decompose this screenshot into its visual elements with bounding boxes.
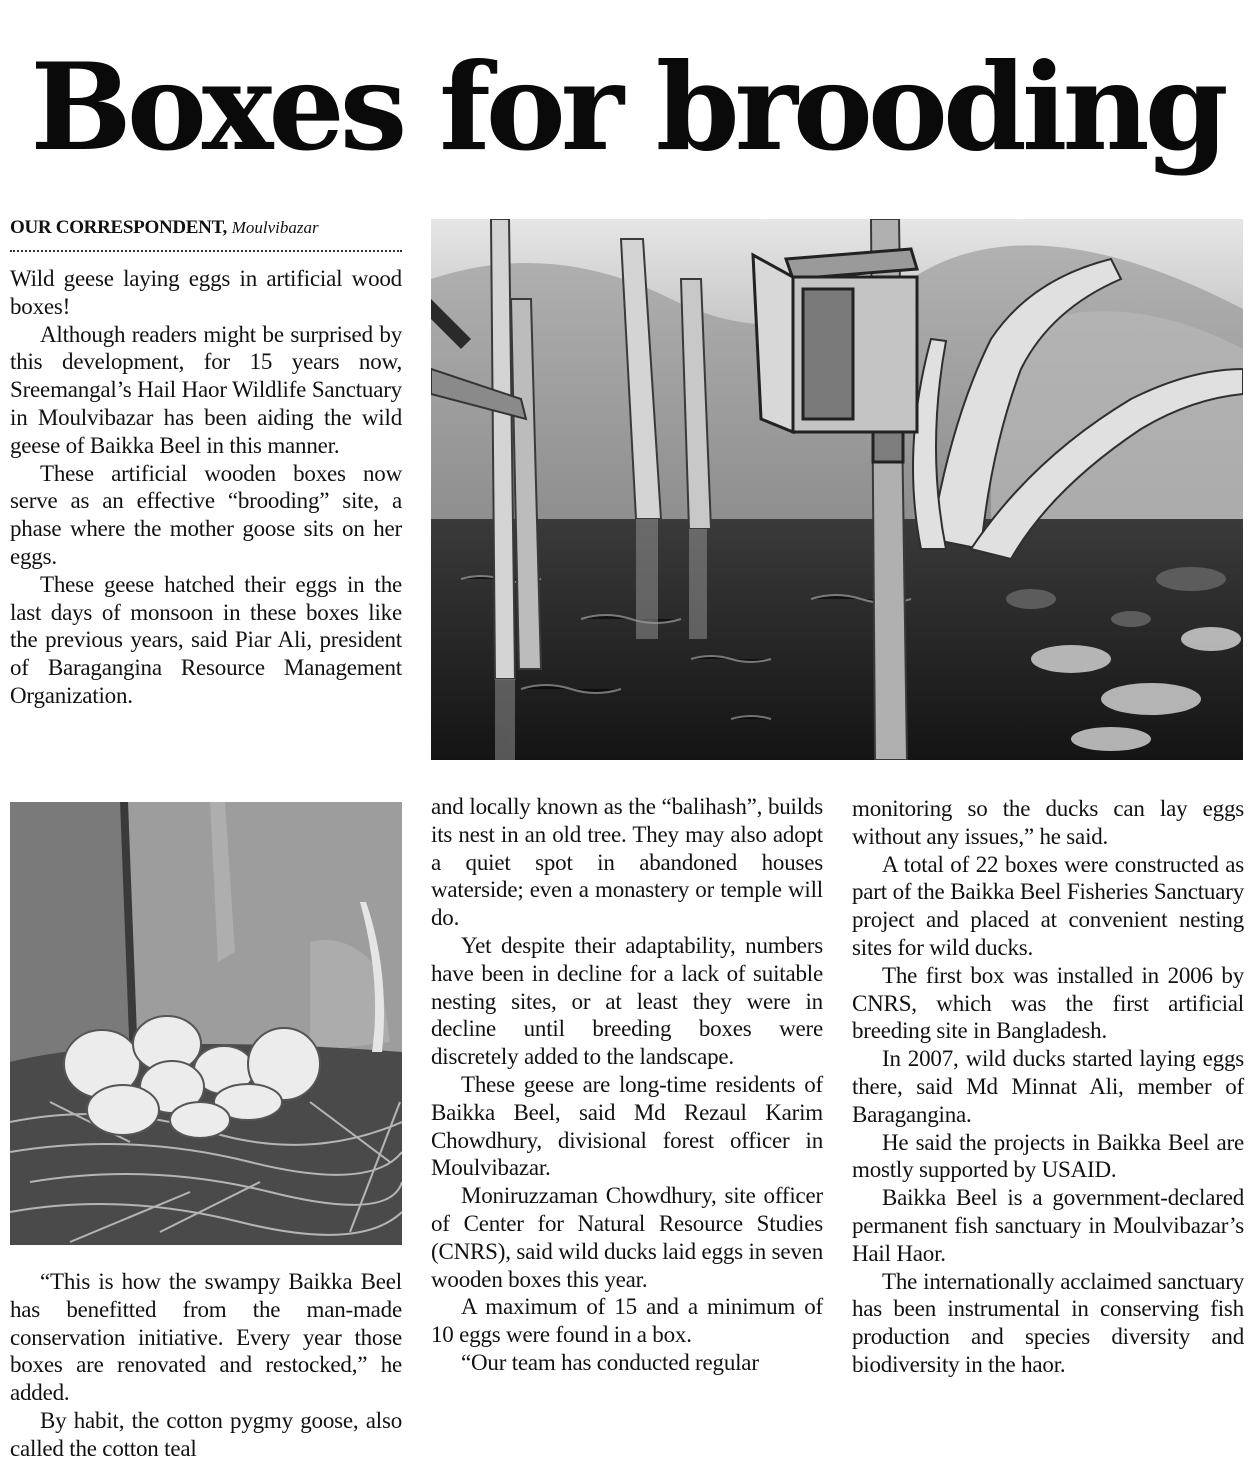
byline	[10, 216, 402, 240]
paragraph: By habit, the cotton pygmy goose, also called the cotton teal	[10, 1407, 402, 1461]
paragraph: “This is how the swampy Baikka Beel has benefitted from the man-made conservation initiative. Every year those boxes are renovated and restocked,” he added.	[10, 1269, 402, 1406]
photo-nesting-box	[431, 219, 1243, 760]
paragraph: These geese are long-time residents of Baikka Beel, said Md Rezaul Karim Chowdhury, divisional forest officer in Moulvibazar.	[431, 1071, 823, 1181]
headline: Boxes for brooding	[30, 37, 1224, 178]
paragraph: Baikka Beel is a government-declared permanent fish sanctuary in Moulvibazar’s Hail Haor.	[852, 1185, 1244, 1266]
paragraph: These artificial wooden boxes now serve as an effective “brooding” site, a phase where the mother goose sits on her eggs.	[10, 460, 402, 569]
photo-eggs-in-nest	[10, 802, 402, 1245]
paragraph: A maximum of 15 and a minimum of 10 eggs were found in a box.	[431, 1294, 823, 1348]
paragraph: He said the projects in Baikka Beel are mostly supported by USAID.	[852, 1129, 1244, 1183]
column-3	[852, 795, 1244, 1379]
column-1-bottom	[10, 1268, 402, 1463]
paragraph: and locally known as the “balihash”, builds its nest in an old tree. They may also adopt a quiet spot in abandoned houses waterside; even a monastery or temple will do.	[431, 794, 823, 931]
column-1-top	[10, 265, 402, 710]
paragraph: The first box was installed in 2006 by CNRS, which was the first artificial breeding site in Bangladesh.	[852, 962, 1244, 1044]
paragraph: Wild geese laying eggs in artificial wood boxes!	[10, 266, 402, 319]
paragraph: In 2007, wild ducks started laying eggs there, said Md Minnat Ali, member of Baragangina.	[852, 1046, 1244, 1127]
column-2	[431, 793, 823, 1377]
paragraph: A total of 22 boxes were constructed as part of the Baikka Beel Fisheries Sanctuary project and placed at convenient nesting sites for wild ducks.	[852, 851, 1244, 960]
byline-name: OUR CORRESPONDENT,	[10, 217, 227, 238]
paragraph: These geese hatched their eggs in the last days of monsoon in these boxes like the previous years, said Piar Ali, president of Baragangina Resource Management Organization.	[10, 571, 402, 708]
paragraph: Although readers might be surprised by this development, for 15 years now, Sreemangal’s Hail Haor Wildlife Sanctuary in Moulvibazar has been aiding the wild geese of Baikka Beel in this manner.	[10, 321, 402, 458]
paragraph: The internationally acclaimed sanctuary has been instrumental in conserving fish production and species diversity and biodiversity in the haor.	[852, 1268, 1244, 1377]
byline-place: Moulvibazar	[231, 218, 319, 237]
paragraph: Yet despite their adaptability, numbers have been in decline for a lack of suitable nesting sites, or at least they were in decline until breeding boxes were discretely added to the landscape.	[431, 932, 823, 1070]
byline-divider	[10, 250, 402, 252]
paragraph: “Our team has conducted regular	[461, 1349, 759, 1375]
paragraph: Moniruzzaman Chowdhury, site officer of Center for Natural Resource Studies (CNRS), said wild ducks laid eggs in seven wooden boxes this year.	[431, 1183, 823, 1292]
paragraph: monitoring so the ducks can lay eggs without any issues,” he said.	[852, 796, 1244, 849]
